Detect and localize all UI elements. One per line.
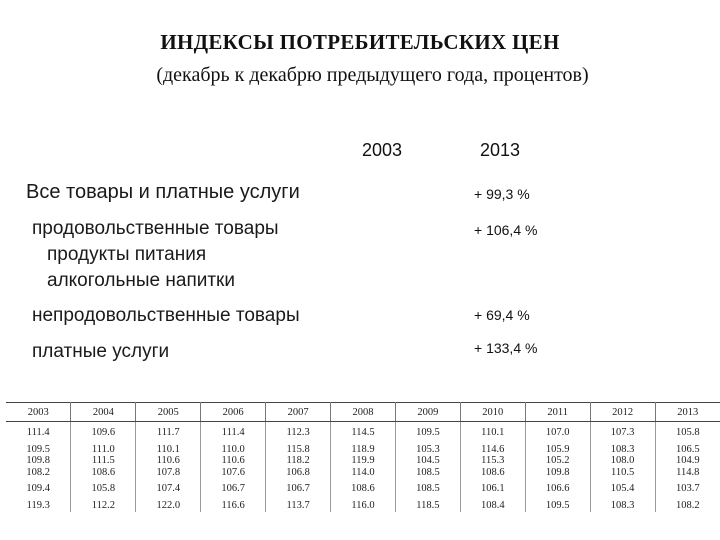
table-cell: 119.9 bbox=[331, 455, 396, 467]
table-row bbox=[6, 444, 720, 456]
table-cell: 119.3 bbox=[6, 500, 71, 512]
table-header-cell: 2010 bbox=[460, 403, 525, 422]
table-cell: 105.3 bbox=[395, 444, 460, 456]
table-cell: 111.4 bbox=[201, 427, 266, 439]
table-cell: 110.6 bbox=[201, 455, 266, 467]
table-row bbox=[6, 483, 720, 495]
table-cell: 107.0 bbox=[525, 427, 590, 439]
row-label-foodstuffs: продукты питания bbox=[47, 244, 207, 265]
table-cell: 109.8 bbox=[6, 455, 71, 467]
table-header-row bbox=[6, 403, 720, 422]
cpi-data-table bbox=[6, 402, 720, 512]
page-title: ИНДЕКСЫ ПОТРЕБИТЕЛЬСКИХ ЦЕН bbox=[160, 30, 560, 54]
table-header-cell: 2012 bbox=[590, 403, 655, 422]
table-cell: 110.6 bbox=[136, 455, 201, 467]
table-cell: 118.9 bbox=[331, 444, 396, 456]
table-cell: 118.2 bbox=[266, 455, 331, 467]
table-cell: 105.8 bbox=[71, 483, 136, 495]
table-cell: 106.1 bbox=[460, 483, 525, 495]
table-cell: 111.5 bbox=[71, 455, 136, 467]
table-cell: 109.5 bbox=[6, 444, 71, 456]
table-cell: 108.5 bbox=[395, 467, 460, 479]
table-header-cell: 2013 bbox=[655, 403, 720, 422]
table-cell: 108.6 bbox=[71, 467, 136, 479]
row-value-all-goods: + 99,3 % bbox=[474, 186, 530, 202]
table-cell: 104.9 bbox=[675, 455, 700, 467]
table-cell: 110.1 bbox=[136, 444, 201, 456]
table-row bbox=[6, 427, 720, 439]
table-cell: 106.5 bbox=[675, 443, 700, 455]
table-cell: 105.9 bbox=[525, 444, 590, 456]
table-row bbox=[6, 467, 720, 479]
table-cell: 108.2 bbox=[675, 499, 700, 511]
column-header-2003: 2003 bbox=[362, 140, 403, 160]
table-cell: 108.4 bbox=[460, 500, 525, 512]
table-cell: 105.2 bbox=[525, 455, 590, 467]
row-value-food: + 106,4 % bbox=[474, 222, 538, 238]
table-cell: 111.4 bbox=[6, 427, 71, 439]
table-cell: 110.5 bbox=[590, 467, 655, 479]
table-cell: 108.3 bbox=[590, 500, 655, 512]
row-value-nonfood: + 69,4 % bbox=[474, 307, 530, 323]
page-subtitle: (декабрь к декабрю предыдущего года, процентов) bbox=[156, 64, 589, 86]
table-header-cell: 2004 bbox=[71, 403, 136, 422]
table-cell: 106.7 bbox=[201, 483, 266, 495]
table-cell: 106.7 bbox=[266, 483, 331, 495]
row-label-services: платные услуги bbox=[32, 341, 170, 362]
table-cell: 105.4 bbox=[590, 483, 655, 495]
table-cell: 114.0 bbox=[331, 467, 396, 479]
table-cell: 115.3 bbox=[460, 455, 525, 467]
table-cell: 107.4 bbox=[136, 483, 201, 495]
table-cell: 107.3 bbox=[590, 427, 655, 439]
table-cell: 114.5 bbox=[331, 427, 396, 439]
table-cell: 108.2 bbox=[6, 467, 71, 479]
table-cell: 111.7 bbox=[136, 427, 201, 439]
table-cell: 112.3 bbox=[266, 427, 331, 439]
table-cell: 112.2 bbox=[71, 500, 136, 512]
table-cell: 108.0 bbox=[590, 455, 655, 467]
table-header-cell: 2008 bbox=[331, 403, 396, 422]
row-label-nonfood: непродовольственные товары bbox=[32, 305, 300, 326]
column-header-2013: 2013 bbox=[480, 140, 521, 160]
table-header-cell: 2009 bbox=[395, 403, 460, 422]
table-cell: 109.8 bbox=[525, 467, 590, 479]
table-cell: 109.5 bbox=[395, 427, 460, 439]
table-cell: 122.0 bbox=[136, 500, 201, 512]
table-cell: 106.6 bbox=[525, 483, 590, 495]
table-cell: 103.7 bbox=[675, 483, 700, 495]
table-header-cell: 2003 bbox=[6, 403, 71, 422]
row-label-food: продовольственные товары bbox=[32, 218, 279, 239]
table-cell: 115.8 bbox=[266, 444, 331, 456]
table-cell: 110.0 bbox=[201, 444, 266, 456]
table-row bbox=[6, 455, 720, 467]
table-cell: 114.8 bbox=[676, 466, 700, 478]
row-label-alcohol: алкогольные напитки bbox=[47, 270, 235, 291]
table-cell: 108.6 bbox=[331, 483, 396, 495]
table-cell: 109.6 bbox=[71, 427, 136, 439]
table-cell: 116.6 bbox=[201, 500, 266, 512]
table-cell: 109.4 bbox=[6, 483, 71, 495]
table-cell: 108.3 bbox=[590, 444, 655, 456]
table-row bbox=[6, 500, 720, 512]
table-cell: 104.5 bbox=[395, 455, 460, 467]
table-cell: 116.0 bbox=[331, 500, 396, 512]
row-value-services: + 133,4 % bbox=[474, 340, 538, 356]
table-cell: 110.1 bbox=[460, 427, 525, 439]
table-cell: 106.8 bbox=[266, 467, 331, 479]
table-header-cell: 2005 bbox=[136, 403, 201, 422]
row-label-all-goods: Все товары и платные услуги bbox=[26, 181, 300, 203]
table-cell: 109.5 bbox=[525, 500, 590, 512]
table-body bbox=[6, 422, 720, 512]
table-cell: 105.8 bbox=[675, 427, 700, 438]
table-cell: 108.6 bbox=[460, 467, 525, 479]
table-cell: 114.6 bbox=[460, 444, 525, 456]
table-cell: 107.6 bbox=[201, 467, 266, 479]
table-cell: 113.7 bbox=[266, 500, 331, 512]
table-cell: 118.5 bbox=[395, 500, 460, 512]
table-cell: 107.8 bbox=[136, 467, 201, 479]
table-cell: 108.5 bbox=[395, 483, 460, 495]
table-header-cell: 2006 bbox=[201, 403, 266, 422]
table-header-cell: 2011 bbox=[525, 403, 590, 422]
table-header-cell: 2007 bbox=[266, 403, 331, 422]
table-cell: 111.0 bbox=[71, 444, 136, 456]
